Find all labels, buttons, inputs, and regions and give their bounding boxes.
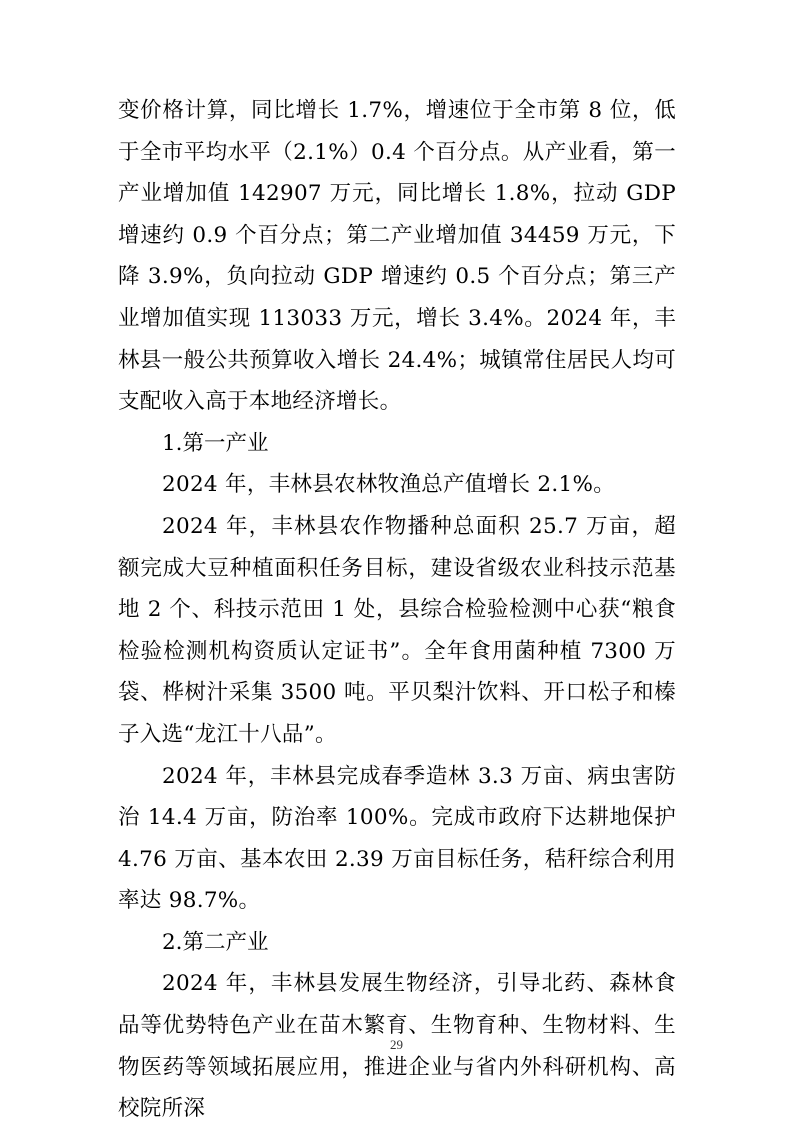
paragraph-gdp-continuation: 变价格计算，同比增长 1.7%，增速位于全市第 8 位，低于全市平均水平（2.1%）0.4 个百分点。从产业看，第一产业增加值 142907 万元，同比增长 1.8%，拉动 GDP 增速约 0.9 个百分点；第二产业增加值 34459 万元，下降 3.9%，负向拉动 GDP 增速约 0.5 个百分点；第三产业增加值实现 113033 万元，增长 3.4%。2024 年，丰林县一般公共预算收入增长 24.4%；城镇常住居民人均可支配收入高于本地经济增长。 — [118, 98, 676, 415]
paragraph-primary-output: 2024 年，丰林县农林牧渔总产值增长 2.1%。 — [162, 472, 616, 498]
page-number: 29 — [390, 1037, 403, 1052]
paragraph-primary-forestry: 2024 年，丰林县完成春季造林 3.3 万亩、病虫害防治 14.4 万亩，防治率 100%。完成市政府下达耕地保护 4.76 万亩、基本农田 2.39 万亩目标任务，秸秆综合利用率达 98.7%。 — [118, 763, 676, 914]
section-heading-secondary-industry: 2.第二产业 — [162, 929, 269, 955]
section-heading-primary-industry: 1.第一产业 — [162, 430, 269, 456]
paragraph-primary-crops: 2024 年，丰林县农作物播种总面积 25.7 万亩，超额完成大豆种植面积任务目标，建设省级农业科技示范基地 2 个、科技示范田 1 处，县综合检验检测中心获“粮食检验检测机构资质认定证书”。全年食用菌种植 7300 万袋、桦树汁采集 3500 吨。平贝梨汁饮料、开口松子和榛子入选“龙江十八品”。 — [118, 513, 676, 747]
document-body — [118, 90, 676, 1130]
paragraph-secondary-bioeconomy: 2024 年，丰林县发展生物经济，引导北药、森林食品等优势特色产业在苗木繁育、生物育种、生物材料、生物医药等领域拓展应用，推进企业与省内外科研机构、高校院所深 — [118, 971, 676, 1122]
